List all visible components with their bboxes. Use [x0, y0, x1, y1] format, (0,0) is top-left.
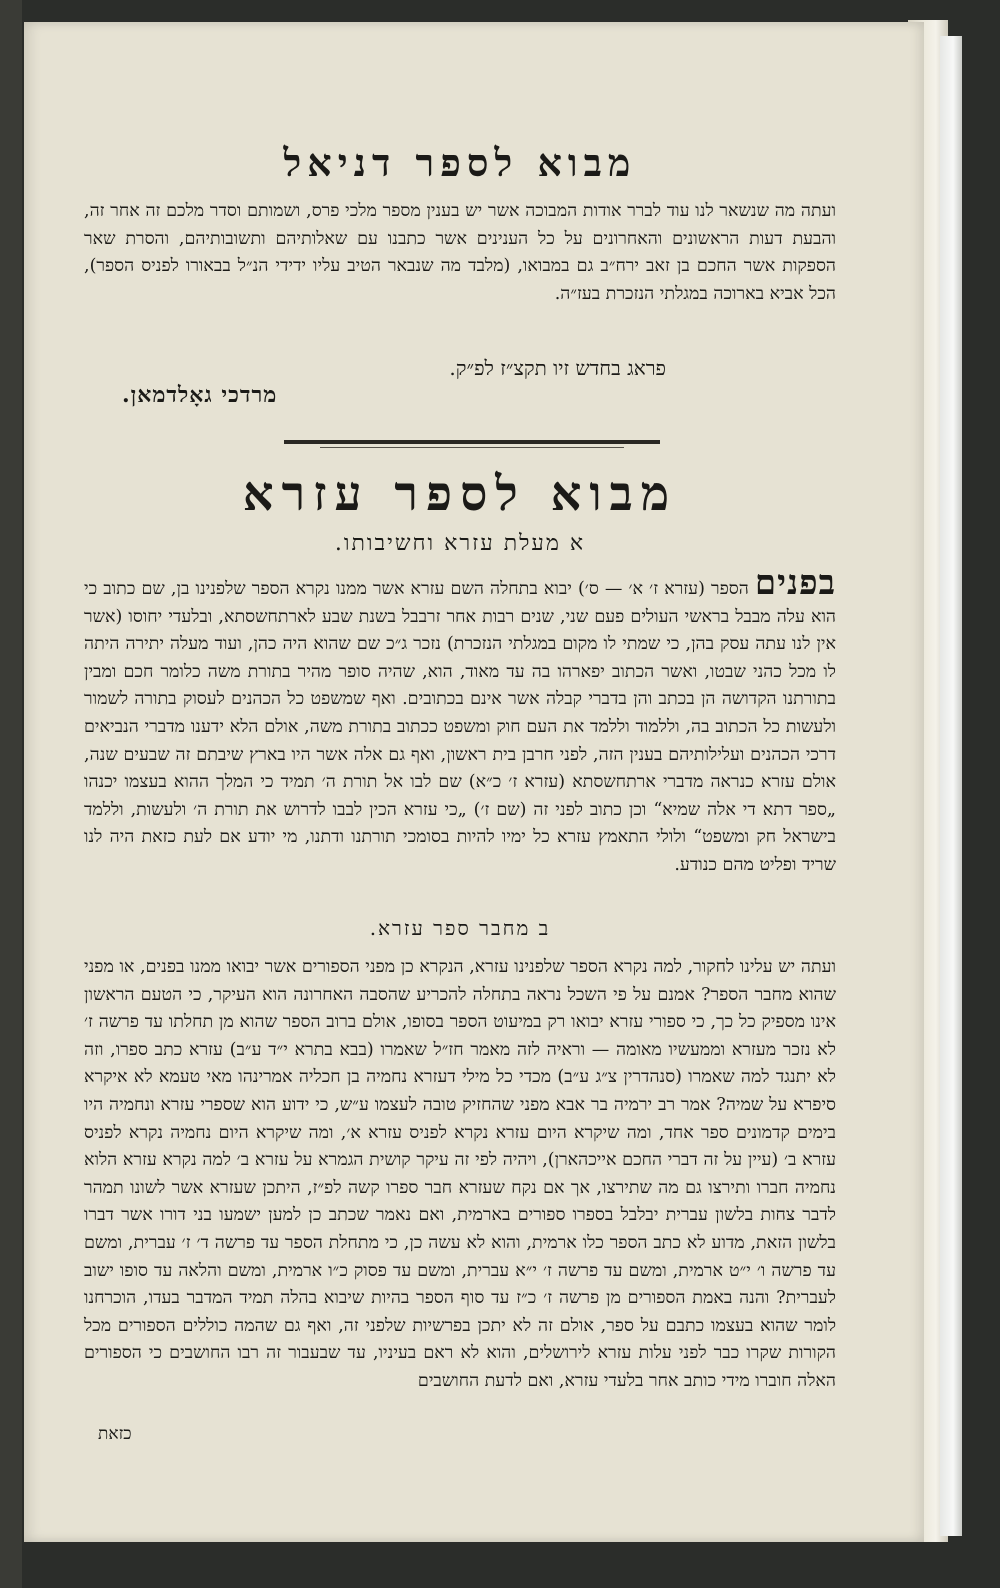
page-content	[84, 22, 836, 1542]
signature-place-date: פראג בחדש זיו תקצ״ז לפ״ק.	[449, 356, 666, 380]
book-page	[24, 22, 924, 1542]
book-spine-edge	[940, 36, 962, 1536]
book-cover-edge	[0, 0, 22, 1588]
section-divider-thin	[320, 447, 624, 448]
signature-author: מרדכי גאָלדמאן.	[122, 382, 278, 408]
section-a-body	[84, 563, 836, 880]
section-b-body: ועתה יש עלינו לחקור, למה נקרא הספר שלפנינו עזרא, הנקרא כן מפני הספורים אשר יבואו ממנו בפנים, או מפני שהוא מחבר הספר? אמנם על פי השכל נראה בתחלה להכריע שהסבה האחרונה הוא העיקר, כי הטעם הראשון אינו מספיק כל כך, כי ספורי עזרא יבואו רק במיעוט הספר בסופו, אולם ברוב הספר שהוא מן תחלתו עד פרשה ז׳ לא נזכר מעזרא וממעשיו מאומה — וראיה לזה מאמר חז״ל שאמרו (בבא בתרא י״ד ע״ב) עזרא כתב ספרו, וזה לא יתנגד למה שאמרו (סנהדרין צ״ג ע״ב) מכדי כל מילי דעזרא נחמיה בן חכליה אמרינהו מאי טעמא לא איקרא סיפרא על שמיה? אמר רב ירמיה בר אבא מפני שהחזיק טובה לעצמו ע״ש, כי ידוע הוא שספרי עזרא ונחמיה היו בימים קדמונים ספר אחד, ומה שיקרא היום עזרא נקרא לפניס עזרא א׳, ומה שיקרא היום נחמיה נקרא לפניס עזרא ב׳ (עיין על זה דברי החכם אייכהארן), ויהיה לפי זה עיקר קושית הגמרא על עזרא ב׳ למה נקרא עזרא הלוא נחמיה חברו ותירצו גם מה שתירצו, אך אם נקח שעזרא חבר ספרו קשה לפ״ז, היתכן שעזרא אשר לשונו תמהר לדבר צחות בלשון עברית יבלבל בספרו ספורים בארמית, ואם נאמר שכתב כן למען ישמעו בני דורו אשר דברו בלשון הזאת, מדוע לא כתב הספר כלו ארמית, והוא לא עשה כן, כי מתחלת הספר עד פרשה ד׳ ז׳ עברית, ומשם עד פרשה ו׳ י״ט ארמית, ומשם עד פרשה ז׳ י״א עברית, ומשם עד פסוק כ״ו ארמית, ומשם והלאה עד סופו ישוב לעברית? והנה באמת הספורים מן פרשה ז׳ כ״ז עד סוף הספר בהיות שיבוא בהלה תמיד המדבר בעדו, הוכרחנו לומר שהוא בעצמו כתבם על ספר, אולם זה לא יתכן בפרשיות שלפני זה, ואף גם שהמה כוללים הספורים מכל הקורות שקרו כבר לפני עלות עזרא לירושלים, והוא לא ראם בעיניו, עד שבעבור זה רבו החושבים כי הספורים האלה חוברו מידי כותב אחר בלעדי עזרא, ואם לדעת החושבים	[84, 957, 836, 1391]
section-a-heading: א מעלת עזרא וחשיבותו.	[334, 531, 586, 556]
section-a-opening-word: בפנים	[754, 563, 836, 603]
section-b-heading: ב מחבר ספר עזרא.	[369, 916, 551, 940]
ezra-intro-title: מבוא לספר עזרא	[242, 466, 678, 522]
section-a-text: הספר (עזרא ז׳ א׳ — ס׳) יבוא בתחלה השם עזרא אשר ממנו נקרא הספר שלפנינו בן, שם כתוב כי הוא עלה מבבל בראשי העולים פעם שני, שנים רבות אחר זרבבל בשנת שבע לארתחשסתא, ובלעדי יחוסו (אשר אין לנו עתה עסק בהן, כי שמתי לו מקום במגלתי הנזכרת) נזכר ג״כ שם שהוא היה כהן, ועוד מעלה יתירה היתה לו מכל כהני שבטו, ואשר הכתוב יפארהו בה עד מאוד, הוא, שהיה סופר מהיר בתורת משה כלומר חכם ומבין בתורתנו הקדושה הן בכתב והן בדברי קבלה אשר אינם בכתובים. ואף שמשפט כל הכהנים לעסוק בתורה לשמור ולעשות כל הכתוב בה, וללמוד וללמד את העם חוק ומשפט ככתוב בתורת משה, אולם הלא ידענו מדברי הנביאים דרכי הכהנים ועלילותיהם בענין הזה, לפני חרבן בית ראשון, ואף גם אלה אשר היו בארץ שיבתם זה שבעים שנה, אולם עזרא כנראה מדברי ארתחשסתא (עזרא ז׳ כ״א) שם לבו אל תורת ה׳ תמיד כי המלך ההוא בעצמו יכנהו „ספר דתא די אלה שמיא“ וכן כתוב לפני זה (שם ז׳) „כי עזרא הכין לבבו לדרוש את תורת ה׳ ולעשות, וללמד בישראל חק ומשפט“ ולולי התאמץ עזרא כל ימיו להיות בסומכי תורתנו ודתנו, מי יודע אם לעת כזאת היה לנו שריד ופליט מהם כנודע.	[84, 579, 836, 875]
section-divider	[284, 440, 660, 444]
daniel-intro-paragraph: ועתה מה שנשאר לנו עוד לברר אודות המבוכה אשר יש בענין מספר מלכי פרס, ושמותם וסדר מלכם זה אחר זה, והבעת דעות הראשונים והאחרונים על כל הענינים אשר כתבנו עם שאלותיהם ותשובותיהם, והסרת שאר הספקות אשר החכם בן זאב ירח״ב גם במבואו, (מלבד מה שנבאר הטיב עליו ידידי הנ״ל בבאורו לפניס הספר), הכל אביא בארוכה במגלתי הנזכרת בעז״ה.	[84, 201, 836, 304]
daniel-intro-title: מבוא לספר דניאל	[283, 140, 637, 185]
catchword: כזאת	[98, 1424, 132, 1444]
